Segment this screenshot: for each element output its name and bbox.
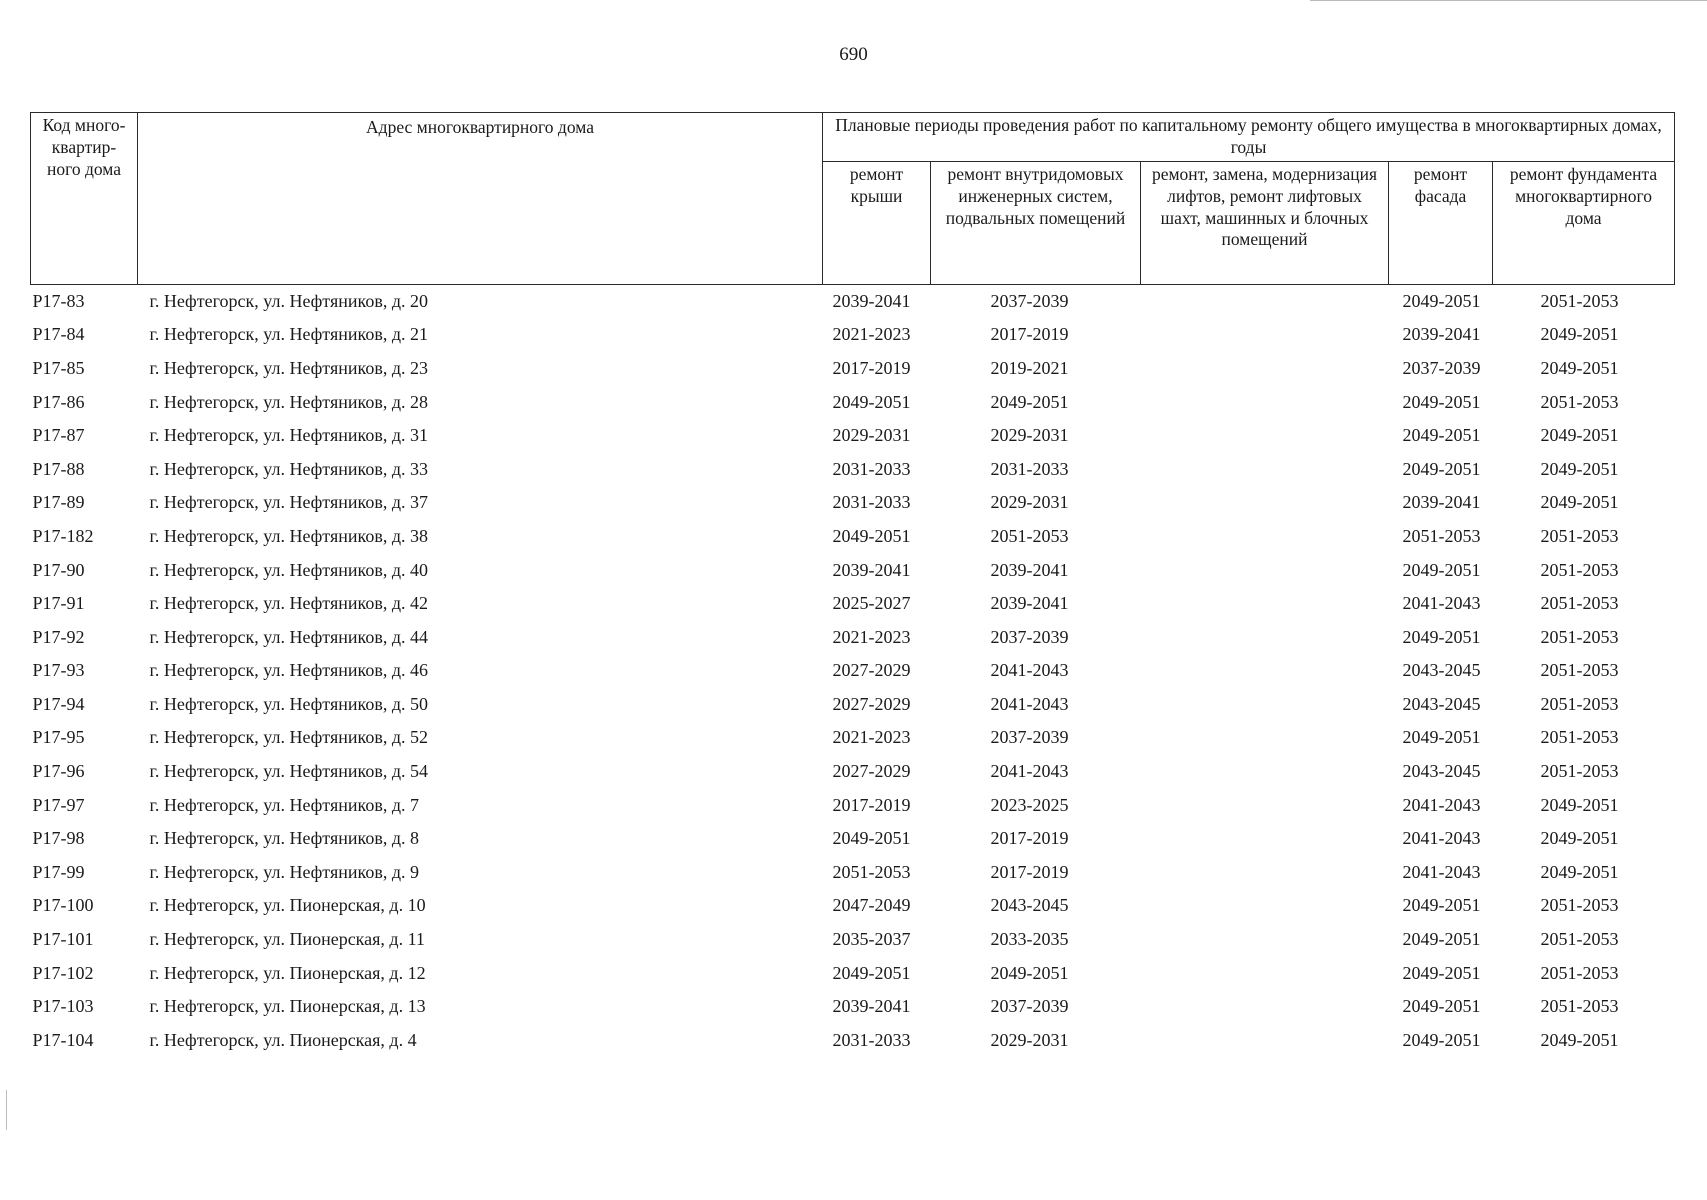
house-code-cell: Р17-93 [32,660,85,681]
elevators-period-cell [1141,923,1389,957]
house-code-cell: Р17-104 [32,1029,94,1050]
facade-period-cell: 2037-2039 [1402,357,1481,378]
house-code-cell: Р17-97 [32,794,85,815]
roof-period-cell: 2021-2023 [832,727,911,748]
house-code-cell: Р17-83 [32,290,85,311]
facade-period-cell: 2041-2043 [1402,861,1481,882]
house-code-cell: Р17-95 [32,727,85,748]
address-cell: г. Нефтегорск, ул. Нефтяников, д. 54 [149,761,428,782]
address-cell: г. Нефтегорск, ул. Пионерская, д. 12 [149,962,426,983]
table-row [31,520,1675,554]
table-row [31,587,1675,621]
address-cell: г. Нефтегорск, ул. Нефтяников, д. 52 [149,727,428,748]
address-cell: г. Нефтегорск, ул. Пионерская, д. 11 [149,929,425,950]
elevators-period-cell [1141,654,1389,688]
roof-period-cell: 2031-2033 [832,492,911,513]
table-row [31,721,1675,755]
facade-period-cell: 2039-2041 [1402,492,1481,513]
elevators-period-cell [1141,352,1389,386]
address-cell: г. Нефтегорск, ул. Нефтяников, д. 44 [149,626,428,647]
roof-period-cell: 2039-2041 [832,559,911,580]
table-row [31,822,1675,856]
elevators-period-cell [1141,755,1389,789]
house-code-cell: Р17-90 [32,559,85,580]
address-cell: г. Нефтегорск, ул. Нефтяников, д. 7 [149,794,419,815]
address-cell: г. Нефтегорск, ул. Нефтяников, д. 8 [149,828,419,849]
page-number: 690 [839,44,868,65]
address-cell: г. Нефтегорск, ул. Нефтяников, д. 33 [149,458,428,479]
elevators-period-cell [1141,453,1389,487]
table-row [31,654,1675,688]
table-row [31,419,1675,453]
engineering-period-cell: 2017-2019 [990,828,1069,849]
house-code-cell: Р17-98 [32,828,85,849]
foundation-period-cell: 2051-2053 [1540,391,1619,412]
elevators-period-cell [1141,621,1389,655]
foundation-period-cell: 2051-2053 [1540,626,1619,647]
house-code-cell: Р17-89 [32,492,85,513]
engineering-period-cell: 2029-2031 [990,425,1069,446]
table-row [31,1024,1675,1058]
foundation-period-cell: 2051-2053 [1540,761,1619,782]
table-row [31,923,1675,957]
foundation-period-cell: 2051-2053 [1540,693,1619,714]
engineering-period-cell: 2029-2031 [990,492,1069,513]
foundation-period-cell: 2049-2051 [1540,828,1619,849]
address-cell: г. Нефтегорск, ул. Нефтяников, д. 21 [149,324,428,345]
table-row [31,621,1675,655]
header-foundation: ремонт фундамента многоквартирного дома [1493,161,1675,284]
facade-period-cell: 2049-2051 [1402,559,1481,580]
foundation-period-cell: 2049-2051 [1540,1029,1619,1050]
facade-period-cell: 2049-2051 [1402,1029,1481,1050]
engineering-period-cell: 2017-2019 [990,861,1069,882]
facade-period-cell: 2043-2045 [1402,660,1481,681]
roof-period-cell: 2039-2041 [832,290,911,311]
table-row [31,755,1675,789]
table-row [31,318,1675,352]
foundation-period-cell: 2051-2053 [1540,929,1619,950]
address-cell: г. Нефтегорск, ул. Нефтяников, д. 42 [149,593,428,614]
address-cell: г. Нефтегорск, ул. Нефтяников, д. 20 [149,290,428,311]
foundation-period-cell: 2051-2053 [1540,962,1619,983]
table-row [31,352,1675,386]
address-cell: г. Нефтегорск, ул. Нефтяников, д. 38 [149,525,428,546]
roof-period-cell: 2031-2033 [832,1029,911,1050]
facade-period-cell: 2039-2041 [1402,324,1481,345]
house-code-cell: Р17-86 [32,391,85,412]
engineering-period-cell: 2037-2039 [990,996,1069,1017]
address-cell: г. Нефтегорск, ул. Пионерская, д. 13 [149,996,426,1017]
facade-period-cell: 2049-2051 [1402,626,1481,647]
engineering-period-cell: 2051-2053 [990,525,1069,546]
roof-period-cell: 2047-2049 [832,895,911,916]
facade-period-cell: 2043-2045 [1402,693,1481,714]
engineering-period-cell: 2033-2035 [990,929,1069,950]
roof-period-cell: 2049-2051 [832,391,911,412]
facade-period-cell: 2051-2053 [1402,525,1481,546]
house-code-cell: Р17-103 [32,996,94,1017]
table-row [31,284,1675,318]
elevators-period-cell [1141,554,1389,588]
header-engineering-systems: ремонт внутридомовых инженерных систем, подвальных помещений [931,161,1141,284]
table-row [31,554,1675,588]
elevators-period-cell [1141,587,1389,621]
facade-period-cell: 2041-2043 [1402,828,1481,849]
foundation-period-cell: 2049-2051 [1540,458,1619,479]
facade-period-cell: 2043-2045 [1402,761,1481,782]
house-code-cell: Р17-101 [32,929,94,950]
house-code-cell: Р17-88 [32,458,85,479]
header-facade: ремонт фасада [1389,161,1493,284]
engineering-period-cell: 2043-2045 [990,895,1069,916]
engineering-period-cell: 2037-2039 [990,626,1069,647]
address-cell: г. Нефтегорск, ул. Нефтяников, д. 50 [149,693,428,714]
roof-period-cell: 2027-2029 [832,761,911,782]
foundation-period-cell: 2051-2053 [1540,996,1619,1017]
address-cell: г. Нефтегорск, ул. Нефтяников, д. 40 [149,559,428,580]
engineering-period-cell: 2029-2031 [990,1029,1069,1050]
table-row [31,386,1675,420]
header-planned-periods: Плановые периоды проведения работ по капитальному ремонту общего имущества в многоквартирных домах, годы [823,113,1675,162]
engineering-period-cell: 2017-2019 [990,324,1069,345]
roof-period-cell: 2025-2027 [832,593,911,614]
address-cell: г. Нефтегорск, ул. Нефтяников, д. 37 [149,492,428,513]
table-row [31,889,1675,923]
facade-period-cell: 2049-2051 [1402,962,1481,983]
facade-period-cell: 2049-2051 [1402,929,1481,950]
elevators-period-cell [1141,721,1389,755]
elevators-period-cell [1141,688,1389,722]
foundation-period-cell: 2051-2053 [1540,895,1619,916]
foundation-period-cell: 2049-2051 [1540,861,1619,882]
roof-period-cell: 2021-2023 [832,324,911,345]
house-code-cell: Р17-99 [32,861,85,882]
house-code-cell: Р17-84 [32,324,85,345]
engineering-period-cell: 2041-2043 [990,693,1069,714]
foundation-period-cell: 2051-2053 [1540,593,1619,614]
roof-period-cell: 2049-2051 [832,525,911,546]
table-body [31,284,1675,1057]
house-code-cell: Р17-91 [32,593,85,614]
roof-period-cell: 2049-2051 [832,962,911,983]
elevators-period-cell [1141,486,1389,520]
foundation-period-cell: 2049-2051 [1540,324,1619,345]
facade-period-cell: 2041-2043 [1402,794,1481,815]
address-cell: г. Нефтегорск, ул. Пионерская, д. 10 [149,895,426,916]
roof-period-cell: 2049-2051 [832,828,911,849]
elevators-period-cell [1141,789,1389,823]
address-cell: г. Нефтегорск, ул. Нефтяников, д. 46 [149,660,428,681]
roof-period-cell: 2021-2023 [832,626,911,647]
house-code-cell: Р17-96 [32,761,85,782]
engineering-period-cell: 2031-2033 [990,458,1069,479]
foundation-period-cell: 2051-2053 [1540,525,1619,546]
facade-period-cell: 2049-2051 [1402,895,1481,916]
table-row [31,856,1675,890]
elevators-period-cell [1141,419,1389,453]
house-code-cell: Р17-182 [32,525,94,546]
elevators-period-cell [1141,1024,1389,1058]
header-elevators: ремонт, замена, модернизация лифтов, ремонт лифтовых шахт, машинных и блочных помещений [1141,161,1389,284]
engineering-period-cell: 2037-2039 [990,727,1069,748]
roof-period-cell: 2027-2029 [832,693,911,714]
facade-period-cell: 2049-2051 [1402,996,1481,1017]
elevators-period-cell [1141,520,1389,554]
header-house-code: Код много-квартир-ного дома [31,113,138,285]
scan-edge-line-left [6,1090,7,1130]
facade-period-cell: 2049-2051 [1402,458,1481,479]
elevators-period-cell [1141,990,1389,1024]
address-cell: г. Нефтегорск, ул. Нефтяников, д. 9 [149,861,419,882]
engineering-period-cell: 2019-2021 [990,357,1069,378]
roof-period-cell: 2017-2019 [832,794,911,815]
roof-period-cell: 2035-2037 [832,929,911,950]
house-code-cell: Р17-94 [32,693,85,714]
header-roof-repair: ремонт крыши [823,161,931,284]
roof-period-cell: 2027-2029 [832,660,911,681]
facade-period-cell: 2049-2051 [1402,727,1481,748]
facade-period-cell: 2049-2051 [1402,425,1481,446]
house-code-cell: Р17-87 [32,425,85,446]
roof-period-cell: 2039-2041 [832,996,911,1017]
foundation-period-cell: 2051-2053 [1540,660,1619,681]
capital-repair-schedule-table [30,112,1675,1057]
foundation-period-cell: 2051-2053 [1540,290,1619,311]
facade-period-cell: 2049-2051 [1402,290,1481,311]
foundation-period-cell: 2049-2051 [1540,794,1619,815]
elevators-period-cell [1141,318,1389,352]
engineering-period-cell: 2039-2041 [990,559,1069,580]
elevators-period-cell [1141,957,1389,991]
table-row [31,789,1675,823]
address-cell: г. Нефтегорск, ул. Пионерская, д. 4 [149,1029,417,1050]
address-cell: г. Нефтегорск, ул. Нефтяников, д. 31 [149,425,428,446]
house-code-cell: Р17-92 [32,626,85,647]
foundation-period-cell: 2051-2053 [1540,727,1619,748]
engineering-period-cell: 2049-2051 [990,391,1069,412]
elevators-period-cell [1141,284,1389,318]
foundation-period-cell: 2051-2053 [1540,559,1619,580]
elevators-period-cell [1141,822,1389,856]
engineering-period-cell: 2023-2025 [990,794,1069,815]
roof-period-cell: 2031-2033 [832,458,911,479]
roof-period-cell: 2051-2053 [832,861,911,882]
table-header-row [31,113,1675,162]
house-code-cell: Р17-100 [32,895,94,916]
house-code-cell: Р17-85 [32,357,85,378]
house-code-cell: Р17-102 [32,962,94,983]
engineering-period-cell: 2041-2043 [990,660,1069,681]
table-row [31,688,1675,722]
engineering-period-cell: 2049-2051 [990,962,1069,983]
table-row [31,990,1675,1024]
address-cell: г. Нефтегорск, ул. Нефтяников, д. 28 [149,391,428,412]
facade-period-cell: 2049-2051 [1402,391,1481,412]
table-row [31,486,1675,520]
table-row [31,453,1675,487]
foundation-period-cell: 2049-2051 [1540,492,1619,513]
engineering-period-cell: 2039-2041 [990,593,1069,614]
engineering-period-cell: 2041-2043 [990,761,1069,782]
elevators-period-cell [1141,889,1389,923]
address-cell: г. Нефтегорск, ул. Нефтяников, д. 23 [149,357,428,378]
foundation-period-cell: 2049-2051 [1540,357,1619,378]
elevators-period-cell [1141,856,1389,890]
header-address: Адрес многоквартирного дома [138,113,823,285]
foundation-period-cell: 2049-2051 [1540,425,1619,446]
facade-period-cell: 2041-2043 [1402,593,1481,614]
engineering-period-cell: 2037-2039 [990,290,1069,311]
elevators-period-cell [1141,386,1389,420]
roof-period-cell: 2029-2031 [832,425,911,446]
table-row [31,957,1675,991]
roof-period-cell: 2017-2019 [832,357,911,378]
scan-edge-line [1310,0,1707,1]
